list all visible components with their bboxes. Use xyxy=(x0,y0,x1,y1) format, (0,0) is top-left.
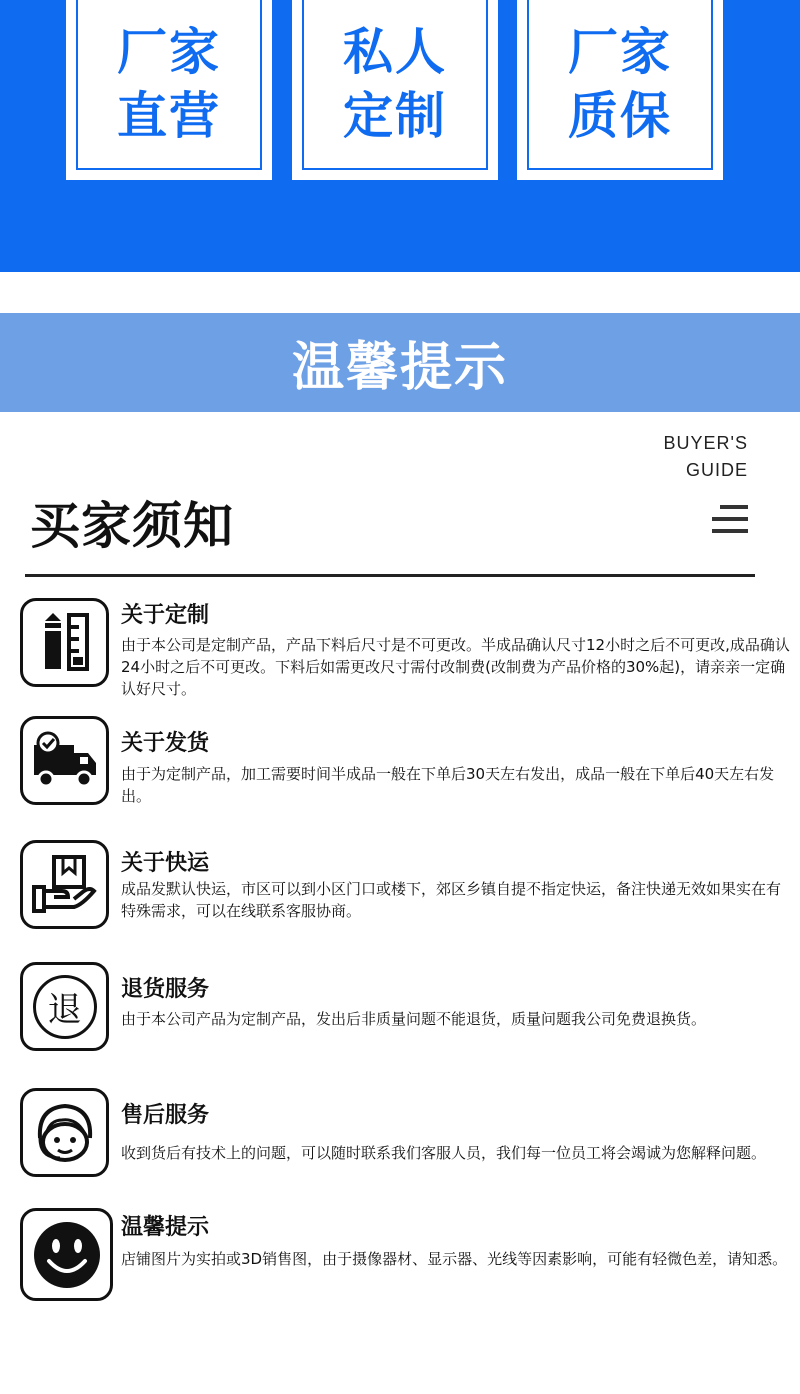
item-body: 由于为定制产品，加工需要时间半成品一般在下单后30天左右发出，成品一般在下单后40天左右发出。 xyxy=(121,765,775,805)
feature-card-text: 厂家 质保 xyxy=(568,23,672,145)
delivery-truck-icon xyxy=(20,716,109,805)
menu-lines-icon xyxy=(712,505,748,533)
feature-card-warranty xyxy=(517,0,723,180)
feature-card-text: 私人 定制 xyxy=(343,23,447,145)
item-body: 收到货后有技术上的问题，可以随时联系我们客服人员，我们每一位员工将会竭诚为您解释问题。 xyxy=(121,1144,767,1162)
guide-title: 买家须知 xyxy=(30,496,234,555)
item-title: 关于发货 xyxy=(121,730,210,756)
item-body: 由于本公司产品为定制产品，发出后非质量问题不能退货，质量问题我公司免费退换货。 xyxy=(121,1010,707,1028)
guide-en-line2: GUIDE xyxy=(685,460,748,480)
package-hand-icon xyxy=(20,840,109,929)
buyers-guide-english xyxy=(664,430,748,484)
customer-service-icon xyxy=(20,1088,109,1177)
item-body: 店铺图片为实拍或3D销售图，由于摄像器材、显示器、光线等因素影响，可能有轻微色差，请知悉。 xyxy=(121,1250,788,1268)
guide-en-line1: BUYER'S xyxy=(663,433,748,453)
top-banner xyxy=(0,0,800,272)
item-body: 成品发默认快运，市区可以到小区门口或楼下，郊区乡镇自提不指定快运，备注快递无效如果实在有特殊需求，可以在线联系客服协商。 xyxy=(121,880,782,920)
guide-item-returns xyxy=(0,962,800,1057)
guide-item-freight xyxy=(0,838,800,938)
item-title: 温馨提示 xyxy=(121,1214,210,1240)
guide-item-tips xyxy=(0,1208,800,1308)
notice-bar xyxy=(0,313,800,412)
item-title: 关于定制 xyxy=(121,602,210,628)
guide-divider xyxy=(25,574,755,577)
notice-title: 温馨提示 xyxy=(291,337,508,398)
return-icon xyxy=(20,962,109,1051)
smiley-icon xyxy=(20,1208,113,1301)
guide-item-shipping xyxy=(0,716,800,811)
guide-item-after-sales xyxy=(0,1086,800,1186)
item-title: 退货服务 xyxy=(121,976,210,1002)
guide-item-custom xyxy=(0,596,800,696)
pencil-ruler-icon xyxy=(20,598,109,687)
feature-card-custom xyxy=(292,0,498,180)
feature-card-text: 厂家 直营 xyxy=(117,23,221,145)
item-title: 售后服务 xyxy=(121,1102,210,1128)
feature-card-factory-direct xyxy=(66,0,272,180)
item-body: 由于本公司是定制产品，产品下料后尺寸是不可更改。半成品确认尺寸12小时之后不可更改,成品确认24小时之后不可更改。下料后如需更改尺寸需付改制费(改制费为产品价格的30%起)，请亲亲一定确认好尺寸。 xyxy=(121,636,790,698)
return-char: 退 xyxy=(33,975,97,1039)
item-title: 关于快运 xyxy=(121,850,210,876)
